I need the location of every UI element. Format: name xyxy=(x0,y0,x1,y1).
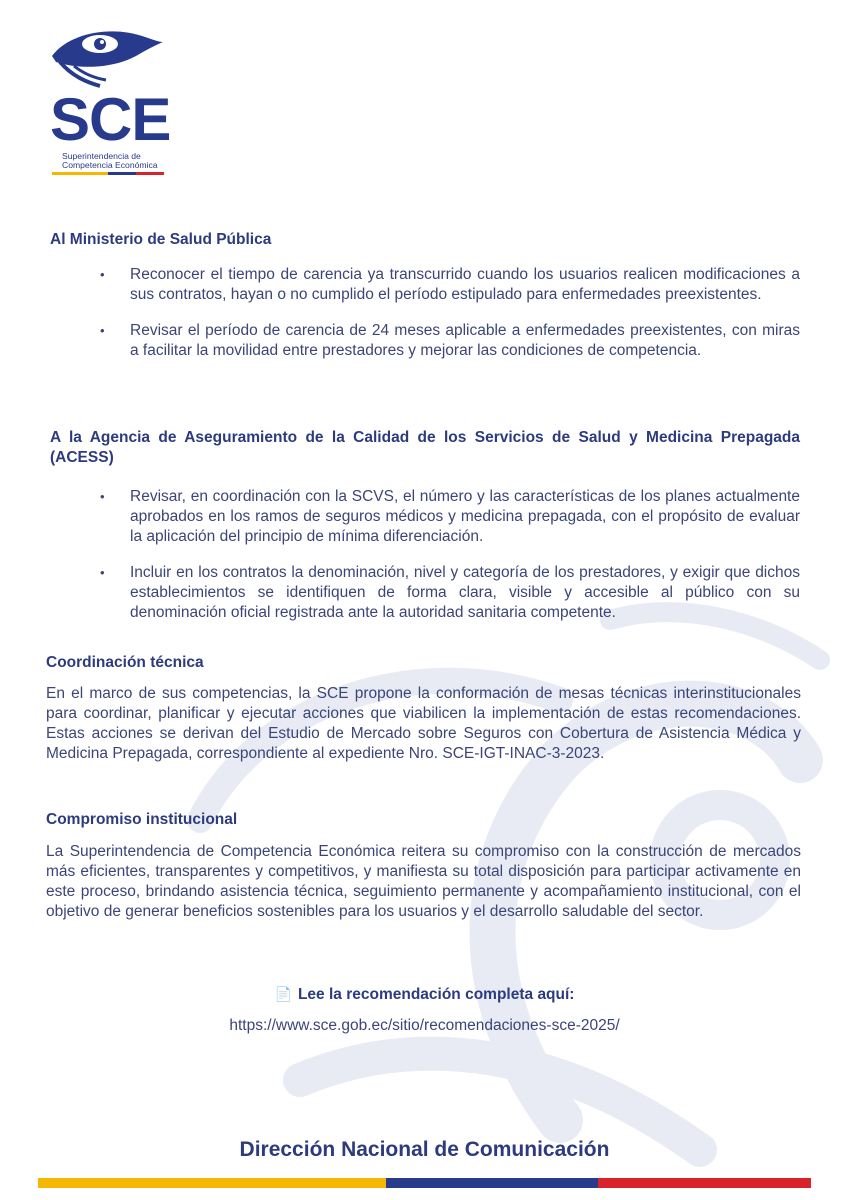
logo-acronym: SCE xyxy=(50,86,171,153)
logo-subtitle xyxy=(62,152,172,170)
list-item-text: Incluir en los contratos la denominación, nivel y categoría de los prestadores, y exigir que dichos establecimientos se identifiquen de forma clara, visible y accesible al público con su denominación oficial registrada ante la autoridad sanitaria competente. xyxy=(130,564,800,621)
logo-subtitle-line1: Superintendencia de xyxy=(62,151,141,161)
list-item-text: Revisar el período de carencia de 24 meses aplicable a enfermedades preexistentes, con miras a facilitar la movilidad entre prestadores y mejorar las condiciones de competencia. xyxy=(130,322,800,359)
list-item-text: Reconocer el tiempo de carencia ya transcurrido cuando los usuarios realicen modificaciones a sus contratos, hayan o no cumplido el período estipulado para enfermedades preexistentes. xyxy=(130,266,800,303)
logo-subtitle-line2: Competencia Económica xyxy=(62,160,158,170)
bullet-dot: • xyxy=(100,489,105,504)
bullet-list-msp xyxy=(100,265,800,377)
footer-color-bar xyxy=(38,1178,811,1188)
sce-logo xyxy=(50,26,171,178)
list-item xyxy=(100,487,800,547)
paragraph-compromiso: La Superintendencia de Competencia Económica reitera su compromiso con la construcción de mercados más eficientes, transparentes y competitivos, y manifiesta su total disposición para participar activamente en este proceso, brindando asistencia técnica, seguimiento permanente y acompañamiento institucional, con el objetivo de generar beneficios sostenibles para los usuarios y el desarrollo saludable del sector. xyxy=(46,843,801,920)
document-icon: 📄 xyxy=(274,986,292,1002)
list-item xyxy=(100,265,800,305)
cta-label: Lee la recomendación completa aquí: xyxy=(297,986,575,1003)
list-item-text: Revisar, en coordinación con la SCVS, el número y las características de los planes actualmente aprobados en los ramos de seguros médicos y medicina prepagada, con el propósito de evaluar la aplicación del principio de mínima diferenciación. xyxy=(130,488,800,545)
eye-emblem-icon xyxy=(50,26,166,88)
bullet-list-acess xyxy=(100,487,800,639)
list-item xyxy=(100,563,800,623)
heading-coordinacion: Coordinación técnica xyxy=(46,654,204,671)
recommendation-link[interactable]: https://www.sce.gob.ec/sitio/recomendaciones-sce-2025/ xyxy=(229,1017,620,1034)
cta-heading xyxy=(0,984,849,1005)
heading-acess: A la Agencia de Aseguramiento de la Calidad de los Servicios de Salud y Medicina Prepagada (ACESS) xyxy=(50,429,800,466)
bullet-dot: • xyxy=(100,267,105,282)
heading-msp: Al Ministerio de Salud Pública xyxy=(50,231,272,248)
footer-title: Dirección Nacional de Comunicación xyxy=(239,1138,610,1161)
bullet-dot: • xyxy=(100,565,105,580)
bullet-dot: • xyxy=(100,323,105,338)
paragraph-coordinacion: En el marco de sus competencias, la SCE propone la conformación de mesas técnicas interinstitucionales para coordinar, planificar y ejecutar acciones que viabilicen la implementación de estas recomendaciones. Estas acciones se derivan del Estudio de Mercado sobre Seguros con Cobertura de Asistencia Médica y Medicina Prepagada, correspondiente al expediente Nro. SCE-IGT-INAC-3-2023. xyxy=(46,685,801,762)
logo-color-bar xyxy=(52,172,164,175)
list-item xyxy=(100,321,800,361)
heading-compromiso: Compromiso institucional xyxy=(46,811,238,828)
